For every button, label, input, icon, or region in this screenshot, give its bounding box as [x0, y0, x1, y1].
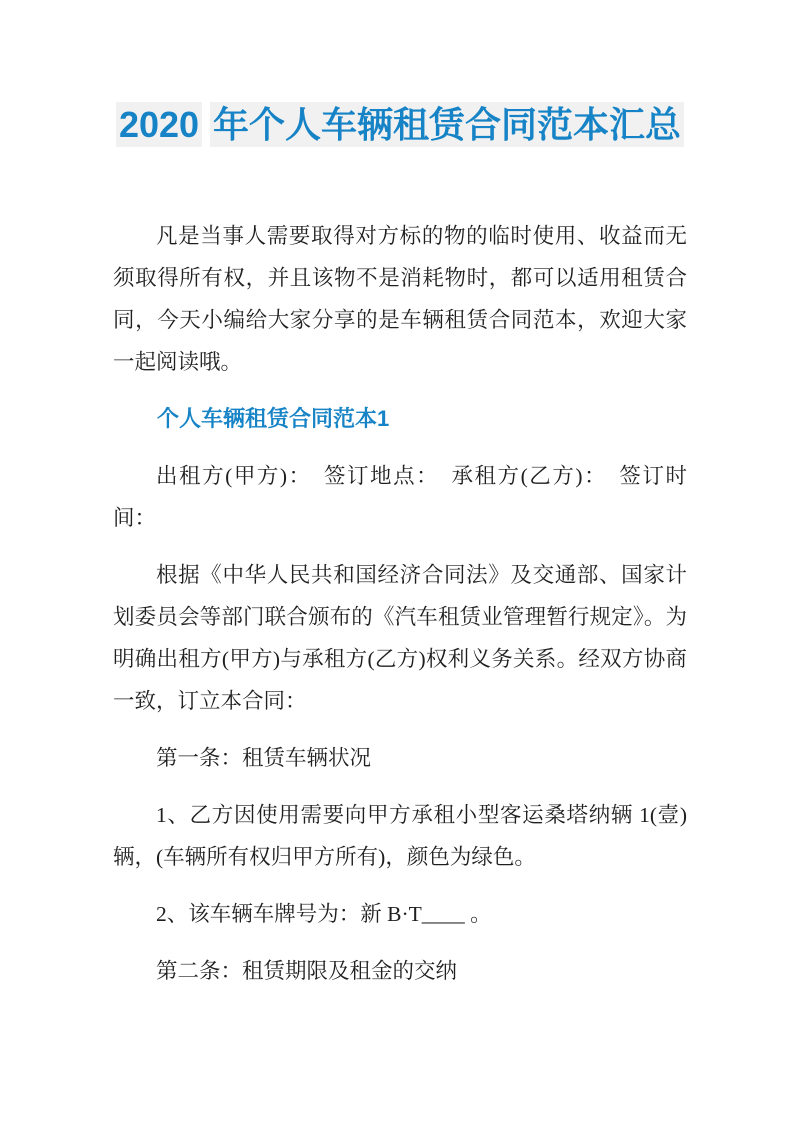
- document-title-text: 年个人车辆租赁合同范本汇总: [210, 102, 684, 147]
- article2-heading: 第二条：租赁期限及租金的交纳: [156, 959, 458, 983]
- section-heading-template-1: 个人车辆租赁合同范本1: [157, 406, 390, 431]
- parties-line: 出租方(甲方)： 签订地点： 承租方(乙方)： 签订时间：: [113, 464, 687, 530]
- article1-heading: 第一条：租赁车辆状况: [156, 746, 372, 770]
- document-title: [113, 99, 687, 151]
- document-title-year: 2020: [116, 102, 202, 147]
- legal-basis-paragraph: 根据《中华人民共和国经济合同法》及交通部、国家计划委员会等部门联合颁布的《汽车租赁业管理暂行规定》。为明确出租方(甲方)与承租方(乙方)权利义务关系。经双方协商一致，订立本合同：: [113, 563, 687, 713]
- article1-item2: 2、该车辆车牌号为：新 B·T____ 。: [156, 902, 492, 926]
- intro-paragraph: 凡是当事人需要取得对方标的物的临时使用、收益而无须取得所有权，并且该物不是消耗物时，都可以适用租赁合同，今天小编给大家分享的是车辆租赁合同范本，欢迎大家一起阅读哦。: [113, 224, 687, 374]
- article1-item1: 1、乙方因使用需要向甲方承租小型客运桑塔纳辆 1(壹)辆，(车辆所有权归甲方所有)，颜色为绿色。: [113, 803, 687, 869]
